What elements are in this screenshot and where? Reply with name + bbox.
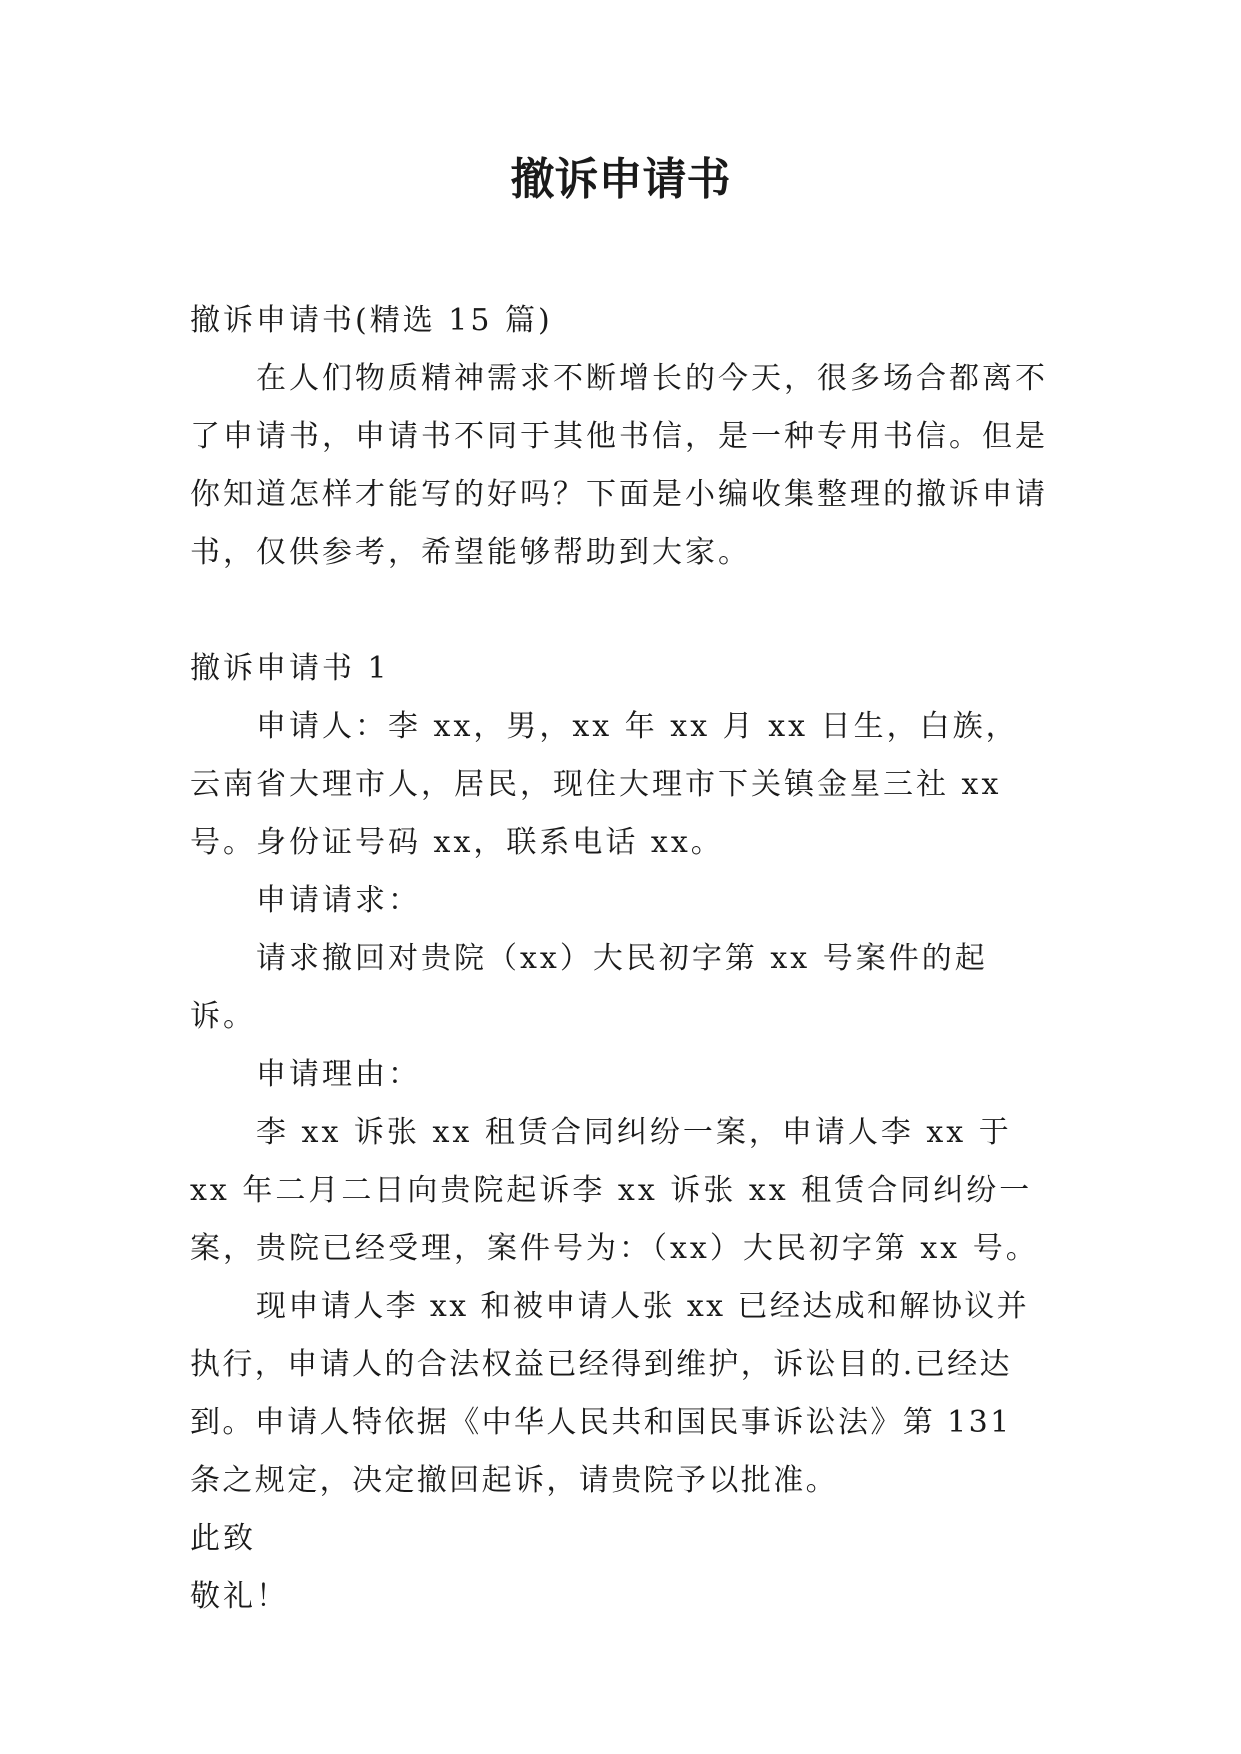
- closing-regards: 敬礼！: [190, 1579, 289, 1614]
- request-paragraph: 请求撤回对贵院（xx）大民初字第 xx 号案件的起诉。: [190, 941, 988, 1034]
- document-title: 撤诉申请书: [510, 154, 731, 205]
- closing-salutation: 此致: [190, 1521, 256, 1556]
- document-body: [190, 292, 1050, 1626]
- reason-paragraph: 李 xx 诉张 xx 租赁合同纠纷一案，申请人李 xx 于 xx 年二月二日向贵院起诉李 xx 诉张 xx 租赁合同纠纷一案，贵院已经受理，案件号为：（xx）大民初字第 xx 号。: [190, 1115, 1039, 1266]
- intro-paragraph: 在人们物质精神需求不断增长的今天，很多场合都离不了申请书，申请书不同于其他书信，是一种专用书信。但是你知道怎样才能写的好吗？下面是小编收集整理的撤诉申请书，仅供参考，希望能够帮助到大家。: [190, 361, 1048, 570]
- request-label: 申请请求：: [256, 883, 421, 918]
- reason-paragraph: 现申请人李 xx 和被申请人张 xx 已经达成和解协议并执行，申请人的合法权益已经得到维护，诉讼目的.已经达到。申请人特依据《中华人民共和国民事诉讼法》第 131 条之规定，决定撤回起诉，请贵院予以批准。: [190, 1289, 1030, 1498]
- reason-label: 申请理由：: [256, 1057, 421, 1092]
- section-heading: 撤诉申请书 1: [190, 651, 390, 686]
- applicant-paragraph: 申请人：李 xx，男，xx 年 xx 月 xx 日生，白族，云南省大理市人，居民，现住大理市下关镇金星三社 xx 号。身份证号码 xx，联系电话 xx。: [190, 709, 1019, 860]
- document-subtitle: 撤诉申请书(精选 15 篇): [190, 303, 553, 338]
